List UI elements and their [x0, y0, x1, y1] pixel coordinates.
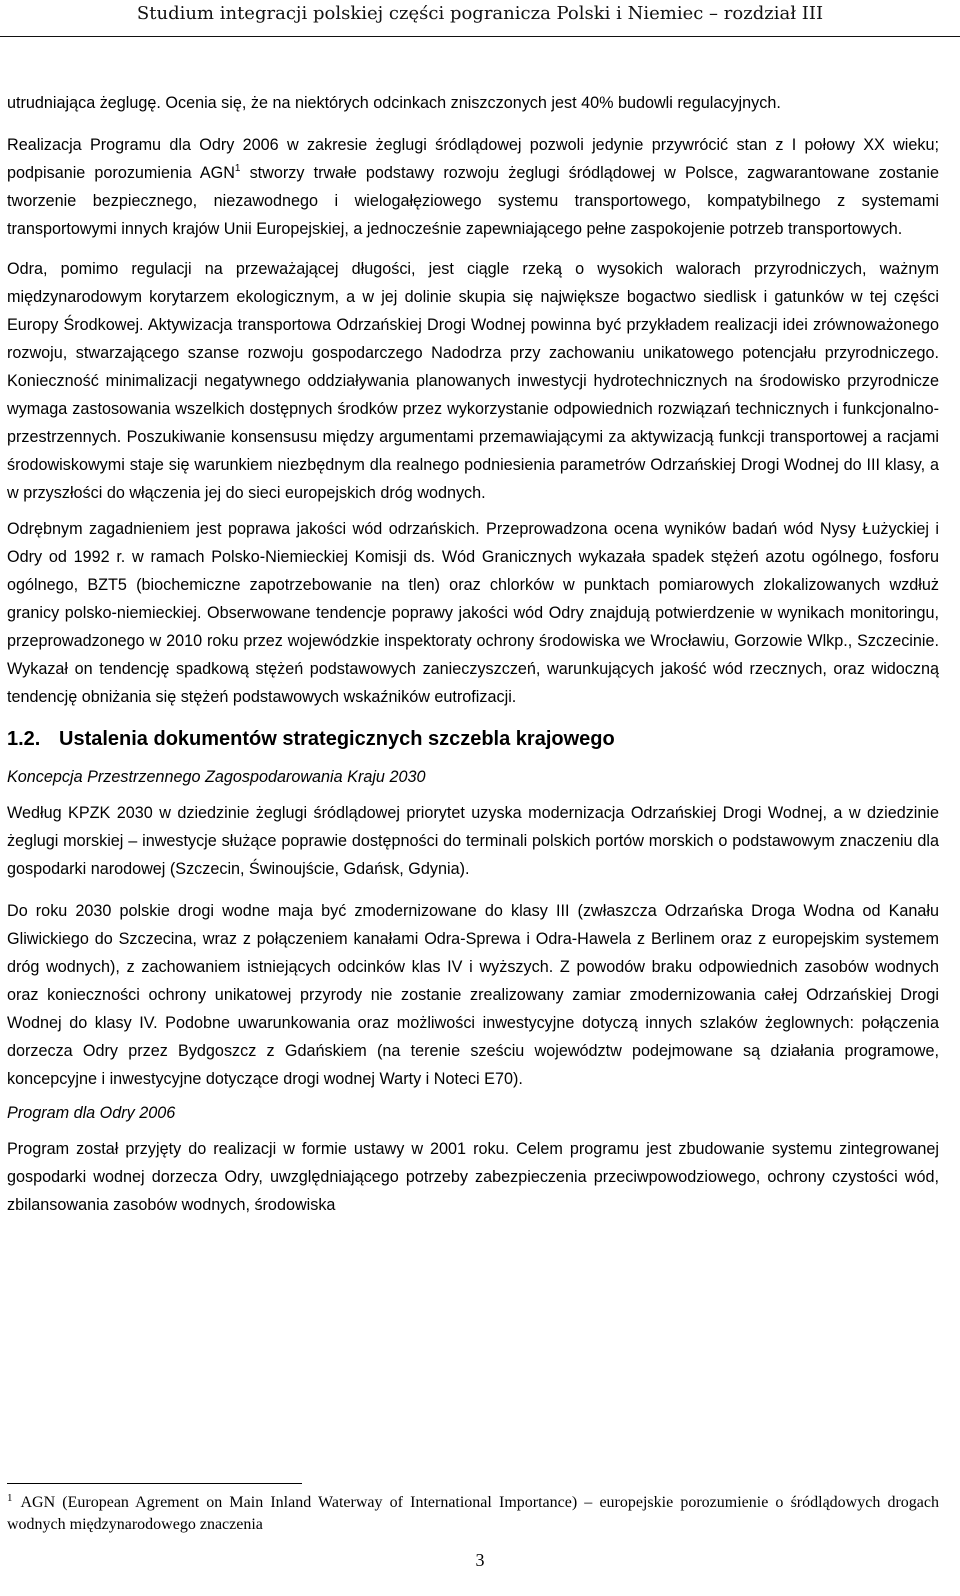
paragraph-program-odra-text-b: stworzy trwałe podstawy rozwoju żeglugi śródlądowej w Polsce, zagwarantowane zostanie tworzenie bezpiecznego, niezawodnego i wielogałęziowego systemu transportowego, kompatybilnego z systemami transportowymi innych krajów Unii Europejskiej, a jednocześnie zapewniającego pełne zaspokojenie potrzeb transportowych. — [7, 164, 939, 238]
paragraph-odra-nature: Odra, pomimo regulacji na przeważającej długości, jest ciągle rzeką o wysokich walorach przyrodniczych, ważnym międzynarodowym korytarzem ekologicznym, a w jej dolinie skupia się największe bogactwo siedlisk i gatunków w tej części Europy Środkowej. Aktywizacja transportowa Odrzańskiej Drogi Wodnej powinna być przykładem realizacji idei zrównoważonego rozwoju, stwarzającego szanse rozwoju gospodarczego Nadodrza przy zachowaniu unikatowego potencjału przyrodniczego. Konieczność minimalizacji negatywnego oddziaływania planowanych inwestycji hydrotechnicznych na środowisko przyrodnicze wymaga zastosowania wszelkich dostępnych środków przez wykorzystanie odpowiednich rozwiązań technicznych i funkcjonalno-przestrzennych. Poszukiwanie konsensusu między argumentami przemawiającymi za aktywizacją funkcji transportowej a racjami środowiskowymi staje się warunkiem niezbędnym dla realnego podniesienia parametrów Odrzańskiej Drogi Wodnej do III klasy, a w przyszłości do włączenia jej do sieci europejskich dróg wodnych. — [7, 260, 939, 502]
footnote-mark: 1 — [7, 1492, 13, 1504]
paragraph-waterways-2030: Do roku 2030 polskie drogi wodne maja być zmodernizowane do klasy III (zwłaszcza Odrzańska Droga Wodna od Kanału Gliwickiego do Szczecina, wraz z połączeniem kanałami Odra-Sprewa i Odra-Hawela z Berlinem oraz z europejskim systemem dróg wodnych), z zachowaniem istniejących odcinków klas IV i wyższych. Z powodów braku odpowiednich zasobów wodnych oraz konieczności ochrony unikatowej przyrody nie zostanie zrealizowany zamiar zmodernizowania całej Odrzańskiej Drogi Wodnej do klasy IV. Podobne uwarunkowania oraz możliwości inwestycyjne dotyczą innych szlaków żeglownych: połączenia dorzecza Odry przez Bydgoszcz z Gdańskiem (na terenie sześciu województw podejmowane są działania programowe, koncepcyjne i inwestycyjne dotyczące drogi wodnej Warty i Noteci E70). — [7, 902, 939, 1088]
page-number: 3 — [475, 1550, 485, 1570]
paragraph-program-odra — [7, 131, 939, 243]
footnote — [7, 1492, 939, 1536]
footnote-text: AGN (European Agrement on Main Inland Waterway of International Importance) – europejskie porozumienie o śródlądowych drogach wodnych międzynarodowego znaczenia — [7, 1494, 939, 1533]
section-title: Ustalenia dokumentów strategicznych szczebla krajowego — [59, 728, 615, 750]
paragraph-regulation-damage: utrudniająca żeglugę. Ocenia się, że na niektórych odcinkach zniszczonych jest 40% budowli regulacyjnych. — [7, 94, 781, 112]
running-header: Studium integracji polskiej części pogranicza Polski i Niemiec – rozdział III — [136, 3, 824, 24]
body-content — [7, 89, 939, 1219]
paragraph-program-odra-text-a: Realizacja Programu dla Odry 2006 w zakresie żeglugi śródlądowej pozwoli jedynie przywrócić stan z I połowy XX wieku; podpisanie porozumienia AGN — [7, 136, 939, 182]
section-number: 1.2. — [7, 728, 41, 750]
subheading-program: Program dla Odry 2006 — [7, 1104, 176, 1122]
paragraph-program-2001: Program został przyjęty do realizacji w formie ustawy w 2001 roku. Celem programu jest zbudowanie systemu zintegrowanej gospodarki wodnej dorzecza Odry, uwzględniającego potrzeby zabezpieczenia przeciwpowodziowego, ochrony czystości wód, zbilansowania zasobów wodnych, środowiska — [7, 1140, 939, 1214]
section-heading — [7, 723, 939, 755]
subheading-kpzk: Koncepcja Przestrzennego Zagospodarowania Kraju 2030 — [7, 768, 426, 786]
paragraph-water-quality: Odrębnym zagadnieniem jest poprawa jakości wód odrzańskich. Przeprowadzona ocena wyników badań wód Nysy Łużyckiej i Odry od 1992 r. w ramach Polsko-Niemieckiej Komisji ds. Wód Granicznych wykazała spadek stężeń azotu ogólnego, fosforu ogólnego, BZT5 (biochemiczne zapotrzebowanie na tlen) oraz chlorków w punktach pomiarowych zlokalizowanych wzdłuż granicy polsko-niemieckiej. Obserwowane tendencje poprawy jakości wód Odry znajdują potwierdzenie w wynikach monitoringu, przeprowadzonego w 2010 roku przez wojewódzkie inspektoraty ochrony środowiska we Wrocławiu, Gorzowie Wlkp., Szczecinie. Wykazał on tendencję spadkową stężeń podstawowych zanieczyszczeń, warunkujących jakość wód rzecznych, oraz widoczną tendencję obniżania się stężeń podstawowych wskaźników eutrofizacji. — [7, 520, 939, 706]
footnote-rule — [7, 1483, 302, 1484]
paragraph-kpzk: Według KPZK 2030 w dziedzinie żeglugi śródlądowej priorytet uzyska modernizacja Odrzańskiej Drogi Wodnej, a w dziedzinie żeglugi morskiej – inwestycje służące poprawie dostępności do terminali polskich portów morskich o podstawowym znaczeniu dla gospodarki narodowej (Szczecin, Świnoujście, Gdańsk, Gdynia). — [7, 804, 939, 878]
header-rule — [0, 36, 960, 37]
footnote-reference: 1 — [234, 163, 241, 174]
